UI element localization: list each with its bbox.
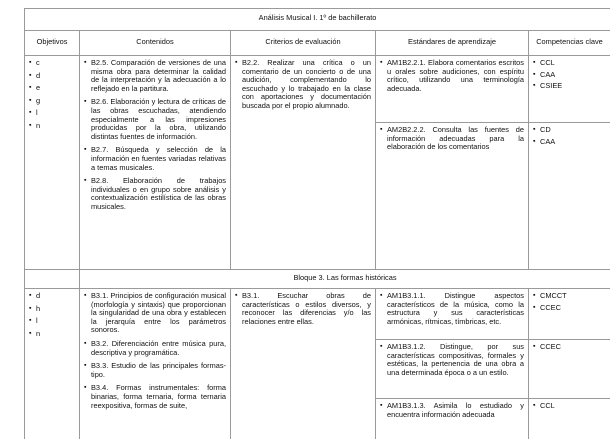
header-competencias: Competencias clave [529, 31, 611, 56]
estandar-cell [376, 123, 529, 270]
curriculum-table [24, 8, 610, 439]
list-item: ▪ CMCCT [533, 291, 567, 300]
competencias-cell [529, 289, 611, 340]
table-title: Análisis Musical I. 1º de bachillerato [25, 9, 611, 31]
list-item: ▪ B2.7. Búsqueda y selección de la información en fuentes variadas relativas a temas musicales. [84, 145, 226, 172]
list-item: ▪ c [29, 58, 40, 67]
header-estandares: Estándares de aprendizaje [376, 31, 529, 56]
estandar-cell [376, 399, 529, 439]
list-item: ▪ e [29, 83, 41, 93]
list-item: ▪ CAA [533, 136, 556, 146]
list-item: ▪ CAA [533, 69, 556, 79]
criterios-cell [231, 56, 376, 270]
list-item: ▪ g [29, 95, 41, 105]
objetivos-cell [25, 56, 80, 270]
objetivos-cell [25, 289, 80, 439]
competencias-cell [529, 340, 611, 399]
criterios-cell [231, 289, 376, 439]
list-item: ▪ AM1B3.1.1. Distingue aspectos característicos de la música, como la estructura y sus características armónicas, rítmicas, tímbricas, etc. [380, 291, 524, 326]
list-item: ▪ l [29, 108, 38, 118]
list-item: ▪ CCEC [533, 302, 561, 312]
list-item: ▪ n [29, 120, 41, 130]
competencias-cell [529, 123, 611, 270]
list-item: ▪ B2.8. Elaboración de trabajos individuales o en grupo sobre análisis y contextualización estilística de las obras musicales. [84, 176, 226, 211]
contenidos-cell [80, 56, 231, 270]
list-item: ▪ AM1B2.2.1. Elabora comentarios escritos u orales sobre audiciones, con espíritu crítico, utilizando una terminología adecuada. [380, 58, 524, 93]
header-contenidos: Contenidos [80, 31, 231, 56]
list-item: ▪ B3.1. Escuchar obras de características o estilos diversos, y reconocer las diferencias y/o las relaciones entre ellas. [235, 291, 371, 326]
curriculum-table-frame [24, 8, 610, 439]
list-item: ▪ B2.6. Elaboración y lectura de críticas de las obras escuchadas, atendiendo especialmente a las impresiones producidas por la obra, utilizando distintas fuentes de información. [84, 97, 226, 141]
competencias-cell [529, 399, 611, 439]
estandar-cell [376, 340, 529, 399]
table-row [25, 289, 611, 340]
list-item: ▪ B3.2. Diferenciación entre música pura, descriptiva y programática. [84, 338, 226, 357]
estandar-cell [376, 289, 529, 340]
table-row [25, 56, 611, 123]
list-item: ▪ AM1B3.1.2. Distingue, por sus características compositivas, formales y estéticas, la pertenencia de una obra a una determinada época o a un estilo. [380, 342, 524, 377]
list-item: ▪ CD [533, 125, 551, 134]
list-item: ▪ h [29, 303, 41, 313]
contenidos-cell [80, 289, 231, 439]
list-item: ▪ B2.5. Comparación de versiones de una misma obra para determinar la calidad de la interpretación y la adecuación a lo reflejado en la partitura. [84, 58, 226, 93]
block-title: Bloque 3. Las formas históricas [80, 270, 611, 289]
list-item: ▪ B2.2. Realizar una crítica o un comentario de un concierto o de una audición, complementando lo escuchado y lo trabajado en la clase con aportaciones y documentación buscada por el propio alumnado. [235, 58, 371, 110]
header-objetivos: Objetivos [25, 31, 80, 56]
header-criterios: Criterios de evaluación [231, 31, 376, 56]
list-item: ▪ AM1B3.1.3. Asimila lo estudiado y encuentra información adecuada [380, 401, 524, 419]
list-item: ▪ l [29, 316, 38, 326]
list-item: ▪ d [29, 291, 41, 300]
list-item: ▪ CCL [533, 58, 555, 67]
list-item: ▪ B3.1. Principios de configuración musical (morfología y sintaxis) que proporcionan la singularidad de una obra y establecen la jerarquía entre los parámetros sonoros. [84, 291, 226, 335]
list-item: ▪ B3.4. Formas instrumentales: forma binarias, forma ternaria, forma ternaria reexpositiva, formas de suite, [84, 383, 226, 410]
estandar-cell [376, 56, 529, 123]
competencias-cell [529, 56, 611, 123]
list-item: ▪ CSIEE [533, 81, 563, 91]
list-item: ▪ CCEC [533, 342, 561, 351]
list-item: ▪ CCL [533, 401, 555, 410]
list-item: ▪ AM2B2.2.2. Consulta las fuentes de información adecuadas para la elaboración de los comentarios [380, 125, 524, 152]
list-item: ▪ B3.3. Estudio de las principales formas-tipo. [84, 361, 226, 379]
list-item: ▪ d [29, 70, 41, 80]
blank-cell [25, 270, 80, 289]
list-item: ▪ n [29, 328, 41, 338]
